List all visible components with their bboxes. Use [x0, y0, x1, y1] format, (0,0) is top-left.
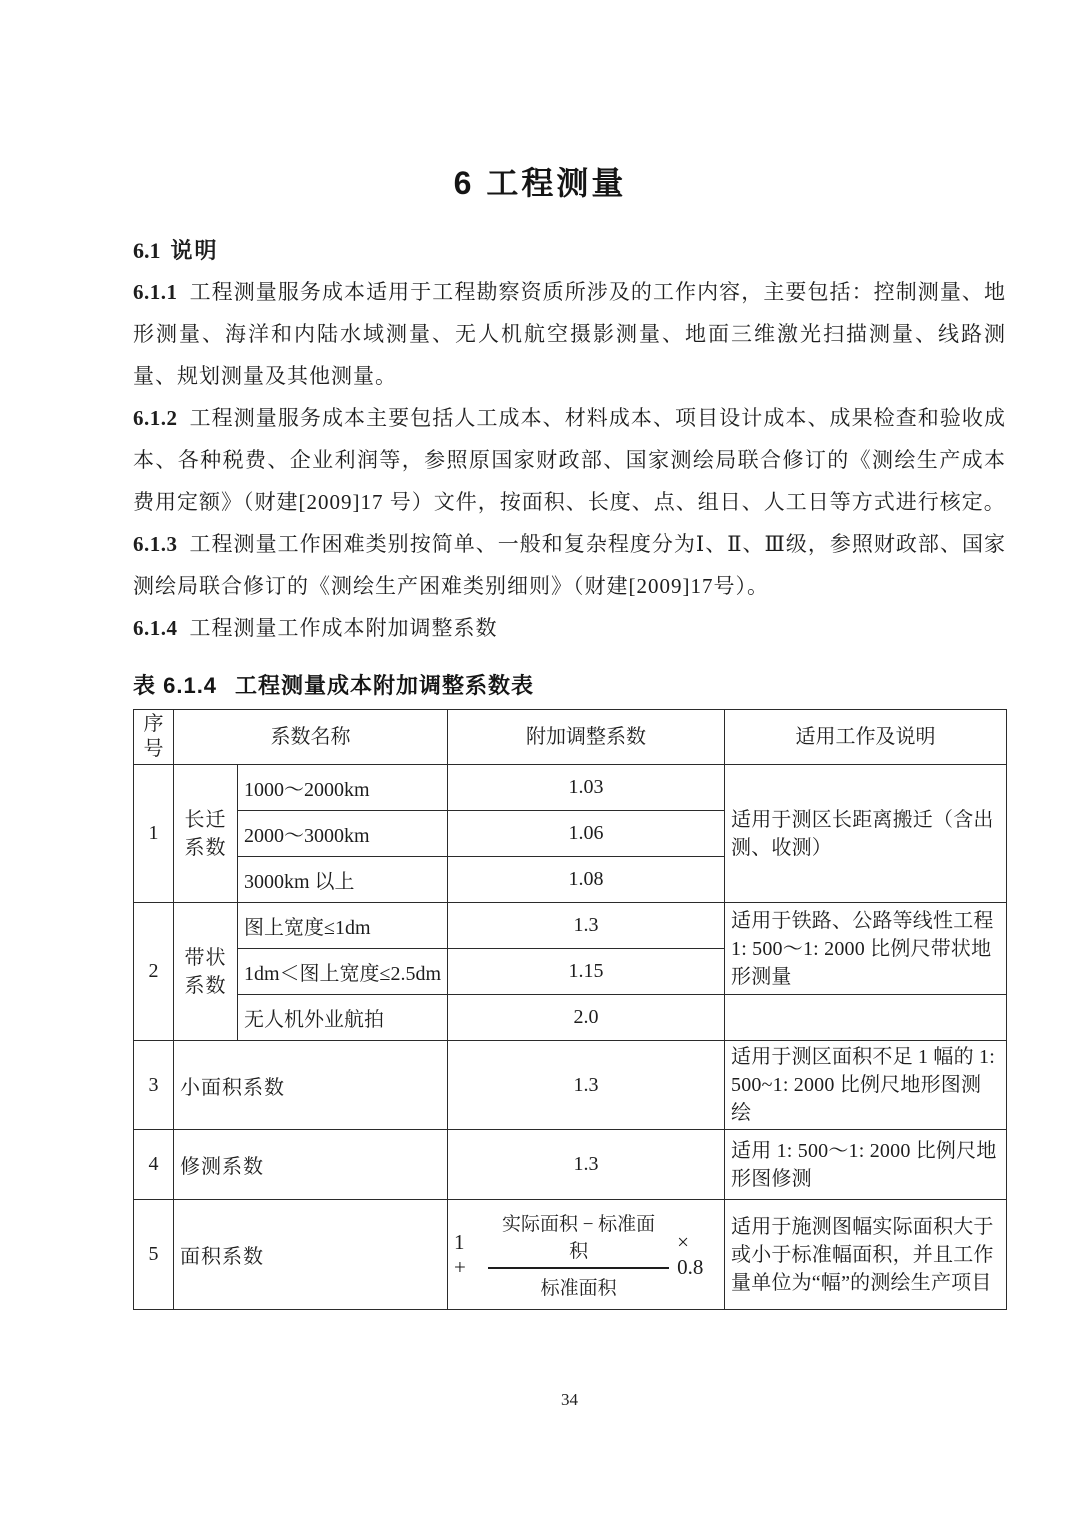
row4-name: 修测系数 — [174, 1130, 448, 1200]
formula-numerator: 实际面积 − 标准面积 — [501, 1214, 656, 1262]
row2-application: 适用于铁路、公路等线性工程 1: 500～1: 2000 比例尺带状地形测量 — [725, 903, 1007, 995]
paragraph-6-1-1 — [133, 271, 1006, 397]
table-row — [134, 1041, 1007, 1130]
row5-index: 5 — [134, 1200, 174, 1310]
row2-coefficient-2: 1.15 — [448, 949, 725, 995]
row1-name: 长迁系数 — [174, 765, 238, 903]
table-row — [134, 995, 1007, 1041]
row3-application: 适用于测区面积不足 1 幅的 1: 500~1: 2000 比例尺地形图测绘 — [725, 1041, 1007, 1130]
row2-range-3: 无人机外业航拍 — [238, 995, 448, 1041]
row1-index: 1 — [134, 765, 174, 903]
section-title: 说明 — [170, 238, 219, 263]
row2-range-1: 图上宽度≤1dm — [238, 903, 448, 949]
paragraph-number: 6.1.4 — [133, 616, 178, 640]
column-header-name: 系数名称 — [174, 710, 448, 765]
row1-coefficient-1: 1.03 — [448, 765, 725, 811]
area-coefficient-formula — [454, 1209, 718, 1300]
row2-coefficient-1: 1.3 — [448, 903, 725, 949]
formula-denominator: 标准面积 — [488, 1267, 669, 1300]
paragraph-number: 6.1.2 — [133, 406, 178, 430]
paragraph-6-1-2 — [133, 397, 1006, 523]
column-header-coefficient: 附加调整系数 — [448, 710, 725, 765]
row4-application: 适用 1: 500～1: 2000 比例尺地形图修测 — [725, 1130, 1007, 1200]
section-number: 6.1 — [133, 238, 161, 263]
table-header-row — [134, 710, 1007, 765]
row2-name: 带状系数 — [174, 903, 238, 1041]
row2-application-empty — [725, 995, 1007, 1041]
row1-range-3: 3000km 以上 — [238, 857, 448, 903]
row2-coefficient-3: 2.0 — [448, 995, 725, 1041]
row1-application: 适用于测区长距离搬迁（含出测、收测） — [725, 765, 1007, 903]
table-caption-title: 工程测量成本附加调整系数表 — [235, 673, 535, 698]
row3-index: 3 — [134, 1041, 174, 1130]
page-number: 34 — [561, 1390, 578, 1409]
row5-formula-cell — [448, 1200, 725, 1310]
paragraph-6-1-3 — [133, 523, 1006, 607]
row5-application: 适用于施测图幅实际面积大于或小于标准幅面积，并且工作量单位为“幅”的测绘生产项目 — [725, 1200, 1007, 1310]
formula-fraction — [488, 1209, 669, 1300]
table-row — [134, 903, 1007, 949]
column-header-application: 适用工作及说明 — [725, 710, 1007, 765]
paragraph-text: 工程测量服务成本主要包括人工成本、材料成本、项目设计成本、成果检查和验收成本、各种税费、企业利润等，参照原国家财政部、国家测绘局联合修订的《测绘生产成本费用定额》（财建[2009]17 号）文件，按面积、长度、点、组日、人工日等方式进行核定。 — [133, 406, 1006, 514]
row2-index: 2 — [134, 903, 174, 1041]
paragraph-text: 工程测量服务成本适用于工程勘察资质所涉及的工作内容，主要包括：控制测量、地形测量、海洋和内陆水域测量、无人机航空摄影测量、地面三维激光扫描测量、线路测量、规划测量及其他测量。 — [133, 280, 1006, 388]
formula-suffix: × 0.8 — [677, 1229, 704, 1279]
paragraph-6-1-4 — [133, 607, 1006, 649]
row1-range-2: 2000～3000km — [238, 811, 448, 857]
row1-coefficient-3: 1.08 — [448, 857, 725, 903]
row2-range-2: 1dm＜图上宽度≤2.5dm — [238, 949, 448, 995]
table-row — [134, 1130, 1007, 1200]
paragraph-number: 6.1.1 — [133, 280, 178, 304]
row4-coefficient: 1.3 — [448, 1130, 725, 1200]
paragraph-text: 工程测量工作成本附加调整系数 — [189, 616, 498, 640]
table-row — [134, 765, 1007, 811]
row3-coefficient: 1.3 — [448, 1041, 725, 1130]
row5-name: 面积系数 — [174, 1200, 448, 1310]
row4-index: 4 — [134, 1130, 174, 1200]
section-heading — [133, 234, 1006, 265]
row3-name: 小面积系数 — [174, 1041, 448, 1130]
page-title: 6 工程测量 — [453, 165, 627, 201]
paragraph-text: 工程测量工作困难类别按简单、一般和复杂程度分为Ⅰ、Ⅱ、Ⅲ级，参照财政部、国家测绘局联合修订的《测绘生产困难类别细则》（财建[2009]17号）。 — [133, 532, 1006, 598]
row1-range-1: 1000～2000km — [238, 765, 448, 811]
row1-coefficient-2: 1.06 — [448, 811, 725, 857]
coefficient-table — [133, 709, 1007, 1310]
table-caption-label: 表 6.1.4 — [133, 673, 218, 698]
table-row — [134, 1200, 1007, 1310]
paragraph-number: 6.1.3 — [133, 532, 178, 556]
table-caption — [133, 669, 1006, 700]
formula-prefix: 1 + — [454, 1229, 466, 1279]
document-body — [133, 234, 1006, 1410]
column-header-no: 序号 — [134, 710, 174, 765]
